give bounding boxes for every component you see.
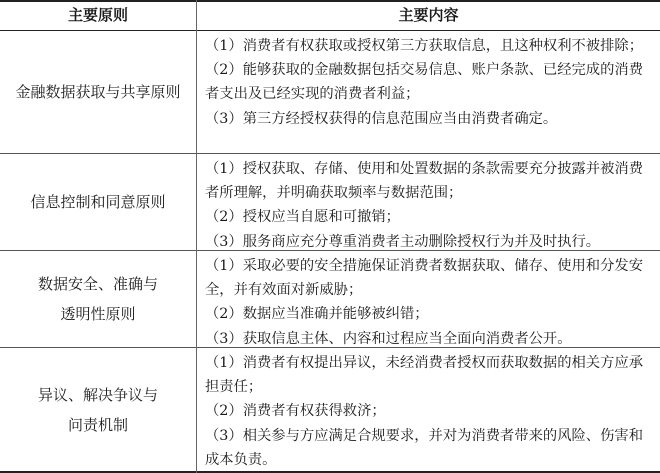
content-item: （2）消费者有权获得救济；	[205, 403, 386, 420]
principle-label: 数据安全、准确与 透明性原则	[37, 275, 158, 323]
column-divider	[196, 0, 197, 473]
table-row-principle	[0, 154, 196, 250]
table-row-principle	[0, 31, 196, 153]
header-principle: 主要原则	[67, 6, 128, 24]
principle-label: 信息控制和同意原则	[30, 193, 166, 211]
table-row-content	[205, 348, 653, 472]
content-item: （3）相关参与方应满足合规要求，并对为消费者带来的风险、伤害和成本负责。	[205, 427, 643, 468]
content-item: （1）消费者有权获取或授权第三方获取信息，且这种权利不被排除；	[205, 38, 643, 54]
table-row-content	[205, 251, 653, 351]
table-row-content	[205, 31, 653, 131]
principle-label: 金融数据获取与共享原则	[15, 83, 181, 101]
content-item: （3）获取信息主体、内容和过程应当全面向消费者公开。	[205, 330, 572, 347]
principle-label: 异议、解决争议与 问责机制	[37, 385, 158, 434]
content-item: （1）消费者有权提出异议，未经消费者授权而获取数据的相关方应承担责任；	[205, 355, 643, 396]
content-item: （3）服务商应充分尊重消费者主动删除授权行为并及时执行。	[205, 233, 601, 250]
content-item: （3）第三方经授权获得的信息范围应当由消费者确定。	[205, 110, 558, 127]
table-row-principle	[0, 348, 196, 471]
table-row-principle	[0, 251, 196, 347]
content-item: （1）采取必要的安全措施保证消费者数据获取、储存、使用和分发安全，并有效面对新威胁；	[205, 258, 643, 299]
content-item: （1）授权获取、存储、使用和处置数据的条款需要充分披露并被消费者所理解，并明确获取频率与数据范围；	[205, 161, 643, 202]
table-row-content	[205, 154, 653, 254]
content-item: （2）能够获取的金融数据包括交易信息、账户条款、已经完成的消费者支出及已经实现的消费者利益；	[205, 62, 643, 103]
content-item: （2）数据应当准确并能够被纠错；	[205, 306, 429, 323]
content-item: （2）授权应当自愿和可撤销；	[205, 209, 400, 226]
header-content: 主要内容	[398, 6, 459, 24]
